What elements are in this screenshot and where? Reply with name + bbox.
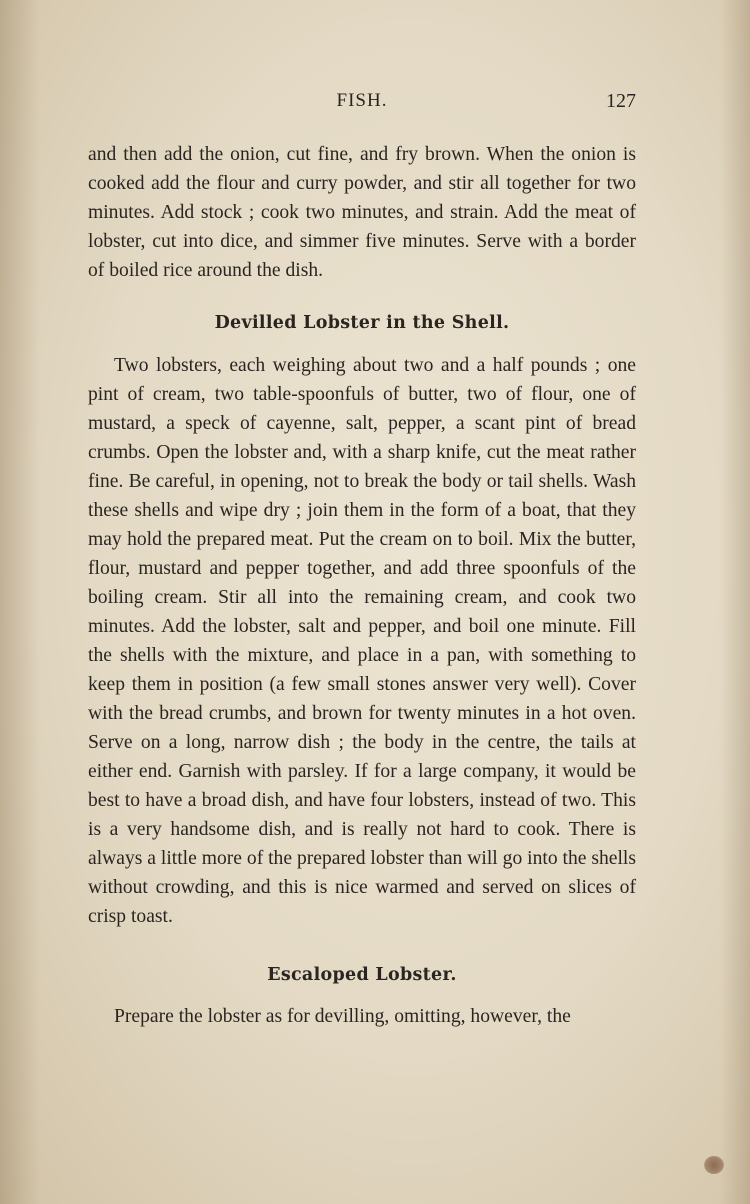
- paragraph-devilled-lobster: Two lobsters, each weighing about two and a half pounds ; one pint of cream, two table-spoonfuls of butter, two of flour, one of mustard, a speck of cayenne, salt, pepper, a scant pint of bread crumbs. Open the lobster and, with a sharp knife, cut the meat rather fine. Be careful, in opening, not to break the body or tail shells. Wash these shells and wipe dry ; join them in the form of a boat, that they may hold the prepared meat. Put the cream on to boil. Mix the butter, flour, mustard and pepper together, and add three spoonfuls of the boiling cream. Stir all into the remaining cream, and cook two minutes. Add the lobster, salt and pepper, and boil one minute. Fill the shells with the mixture, and place in a pan, with something to keep them in position (a few small stones answer very well). Cover with the bread crumbs, and brown for twenty minutes in a hot oven. Serve on a long, narrow dish ; the body in the centre, the tails at either end. Garnish with parsley. If for a large company, it would be best to have a broad dish, and have four lobsters, instead of two. This is a very handsome dish, and is really not hard to cook. There is always a little more of the prepared lobster than will go into the shells without crowding, and this is nice warmed and served on slices of crisp toast.: [88, 355, 636, 927]
- paper-stain: [704, 1156, 724, 1174]
- running-head: [88, 90, 636, 116]
- recipe-heading-devilled-lobster: Devilled Lobster in the Shell.: [214, 313, 510, 333]
- chapter-title: FISH.: [336, 90, 388, 111]
- body-text: [88, 140, 636, 1031]
- recipe-heading-escaloped-lobster: Escaloped Lobster.: [267, 965, 457, 985]
- paragraph-escaloped-lobster: Prepare the lobster as for devilling, omitting, however, the: [114, 1006, 571, 1027]
- page-number: 127: [606, 90, 636, 112]
- paragraph-continued: and then add the onion, cut fine, and fry brown. When the onion is cooked add the flour and curry powder, and stir all together for two minutes. Add stock ; cook two minutes, and strain. Add the meat of lobster, cut into dice, and simmer five minutes. Serve with a border of boiled rice around the dish.: [88, 144, 636, 281]
